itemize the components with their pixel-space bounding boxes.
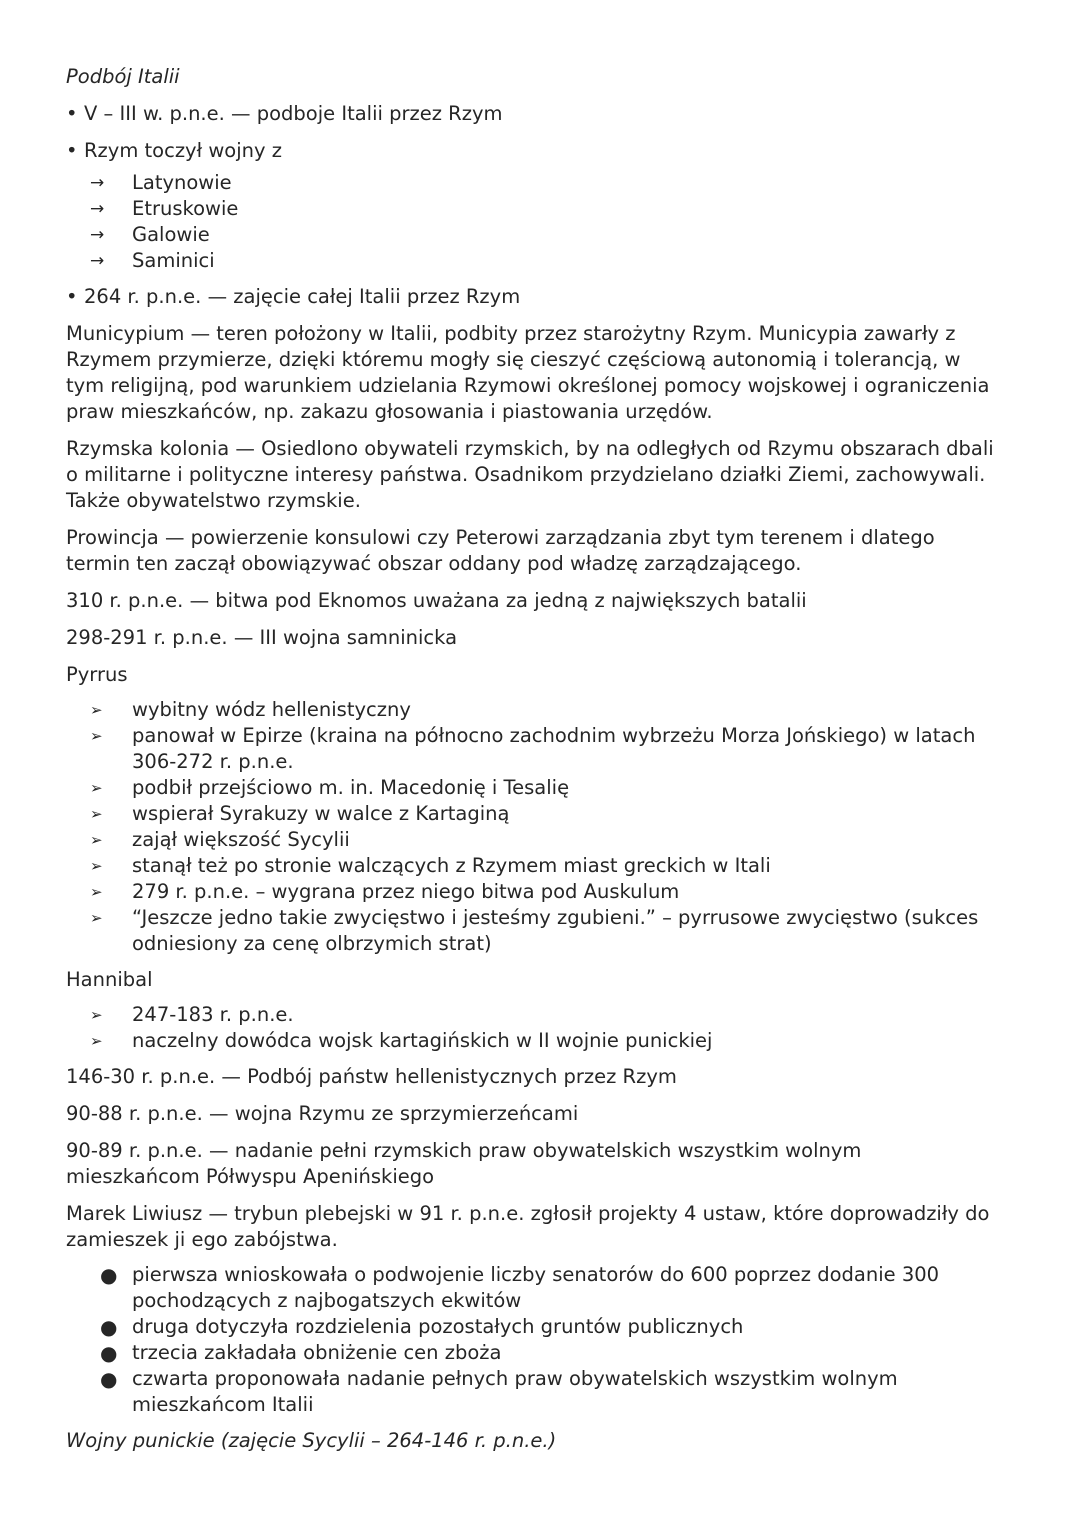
list-item: ● czwarta proponowała nadanie pełnych praw obywatelskich wszystkim wolnym mieszkańcom Italii <box>100 1367 898 1416</box>
list-item: → Etruskowie <box>90 197 239 220</box>
triangle-bullet-icon: ➢ <box>90 909 103 927</box>
list-item: ● druga dotyczyła rozdzielenia pozostałych gruntów publicznych <box>100 1315 744 1339</box>
list-item: ➢ 247-183 r. p.n.e. <box>90 1003 294 1026</box>
triangle-bullet-icon: ➢ <box>90 805 103 823</box>
section-title-podboj-italii: Podbój Italii <box>66 65 180 88</box>
heading-hannibal: Hannibal <box>66 968 153 991</box>
pyrrus-list <box>90 697 1000 957</box>
triangle-bullet-icon: ➢ <box>90 883 103 901</box>
triangle-bullet-icon: ➢ <box>90 1006 103 1024</box>
paragraph-liwiusz: Marek Liwiusz — trybun plebejski w 91 r. p.n.e. zgłosił projekty 4 ustaw, które doprowadziły do zamieszek ji ego zabójstwa. <box>66 1202 990 1251</box>
section-title-wojny-punickie: Wojny punickie (zajęcie Sycylii – 264-146 r. p.n.e.) <box>66 1429 557 1452</box>
list-item: ● pierwsza wnioskowała o podwojenie liczby senatorów do 600 poprzez dodanie 300 pochodzących z najbogatszych ekwitów <box>100 1263 940 1312</box>
triangle-bullet-icon: ➢ <box>90 727 103 745</box>
triangle-bullet-icon: ➢ <box>90 701 103 719</box>
list-item: ➢ wybitny wódz hellenistyczny <box>90 698 411 721</box>
line-90-88: 90-88 r. p.n.e. — wojna Rzymu ze sprzymierzeńcami <box>66 1102 579 1125</box>
hannibal-list <box>90 1002 1000 1054</box>
laws-list <box>90 1262 1000 1418</box>
triangle-bullet-icon: ➢ <box>90 857 103 875</box>
bullet-list-264 <box>66 284 1000 310</box>
arrow-list-peoples <box>90 170 1000 274</box>
list-item: → Saminici <box>90 249 215 272</box>
list-item: ➢ panował w Epirze (kraina na północno zachodnim wybrzeżu Morza Jońskiego) w latach 306-272 r. p.n.e. <box>90 724 976 773</box>
line-146: 146-30 r. p.n.e. — Podbój państw hellenistycznych przez Rzym <box>66 1065 677 1088</box>
line-90-89: 90-89 r. p.n.e. — nadanie pełni rzymskich praw obywatelskich wszystkim wolnym mieszkańcom Półwyspu Apenińskiego <box>66 1139 862 1188</box>
paragraph-kolonia: Rzymska kolonia — Osiedlono obywateli rzymskich, by na odległych od Rzymu obszarach dbali o militarne i polityczne interesy państwa. Osadnikom przydzielano działki Ziemi, zachowywali. Także obywatelstwo rzymskie. <box>66 437 994 512</box>
list-item: → Latynowie <box>90 171 232 194</box>
triangle-bullet-icon: ➢ <box>90 831 103 849</box>
list-item: ➢ 279 r. p.n.e. – wygrana przez niego bitwa pod Auskulum <box>90 880 680 903</box>
list-item: ➢ “Jeszcze jedno takie zwycięstwo i jesteśmy zgubieni.” – pyrrusowe zwycięstwo (sukces odniesiony za cenę olbrzymich strat) <box>90 906 979 955</box>
bullet-dot-icon: ● <box>100 1315 118 1339</box>
list-item: ● trzecia zakładała obniżenie cen zboża <box>100 1341 502 1365</box>
bullet-item: • V – III w. p.n.e. — podboje Italii przez Rzym <box>66 102 503 125</box>
triangle-bullet-icon: ➢ <box>90 779 103 797</box>
list-item: ➢ naczelny dowódca wojsk kartagińskich w II wojnie punickiej <box>90 1029 713 1052</box>
bullet-item: • 264 r. p.n.e. — zajęcie całej Italii przez Rzym <box>66 285 521 308</box>
list-item: ➢ wspierał Syrakuzy w walce z Kartaginą <box>90 802 510 825</box>
bullet-dot-icon: ● <box>100 1367 118 1391</box>
bullet-dot-icon: ● <box>100 1263 118 1287</box>
list-item: ➢ podbił przejściowo m. in. Macedonię i Tesalię <box>90 776 570 799</box>
list-item: → Galowie <box>90 223 210 246</box>
paragraph-municypium: Municypium — teren położony w Italii, podbity przez starożytny Rzym. Municypia zawarły z Rzymem przymierze, dzięki któremu mogły się cieszyć częściową autonomią i tolerancją, w tym religijną, pod warunkiem udzielania Rzymowi określonej pomocy wojskowej i ograniczenia praw mieszkańców, np. zakazu głosowania i piastowania urzędów. <box>66 322 990 423</box>
line-310: 310 r. p.n.e. — bitwa pod Eknomos uważana za jedną z największych batalii <box>66 589 807 612</box>
line-298: 298-291 r. p.n.e. — III wojna samninicka <box>66 626 458 649</box>
bullet-list-intro <box>66 101 1000 164</box>
arrow-right-icon: → <box>90 251 105 271</box>
paragraph-prowincja: Prowincja — powierzenie konsulowi czy Peterowi zarządzania zbyt tym terenem i dlatego termin ten zaczął obowiązywać obszar oddany pod władzę zarządzającego. <box>66 526 935 575</box>
list-item: ➢ zajął większość Sycylii <box>90 828 350 851</box>
bullet-dot-icon: ● <box>100 1341 118 1365</box>
arrow-right-icon: → <box>90 199 105 219</box>
triangle-bullet-icon: ➢ <box>90 1032 103 1050</box>
list-item: ➢ stanął też po stronie walczących z Rzymem miast greckich w Itali <box>90 854 771 877</box>
heading-pyrrus: Pyrrus <box>66 663 128 686</box>
arrow-right-icon: → <box>90 225 105 245</box>
bullet-item: • Rzym toczył wojny z <box>66 139 282 162</box>
arrow-right-icon: → <box>90 173 105 193</box>
